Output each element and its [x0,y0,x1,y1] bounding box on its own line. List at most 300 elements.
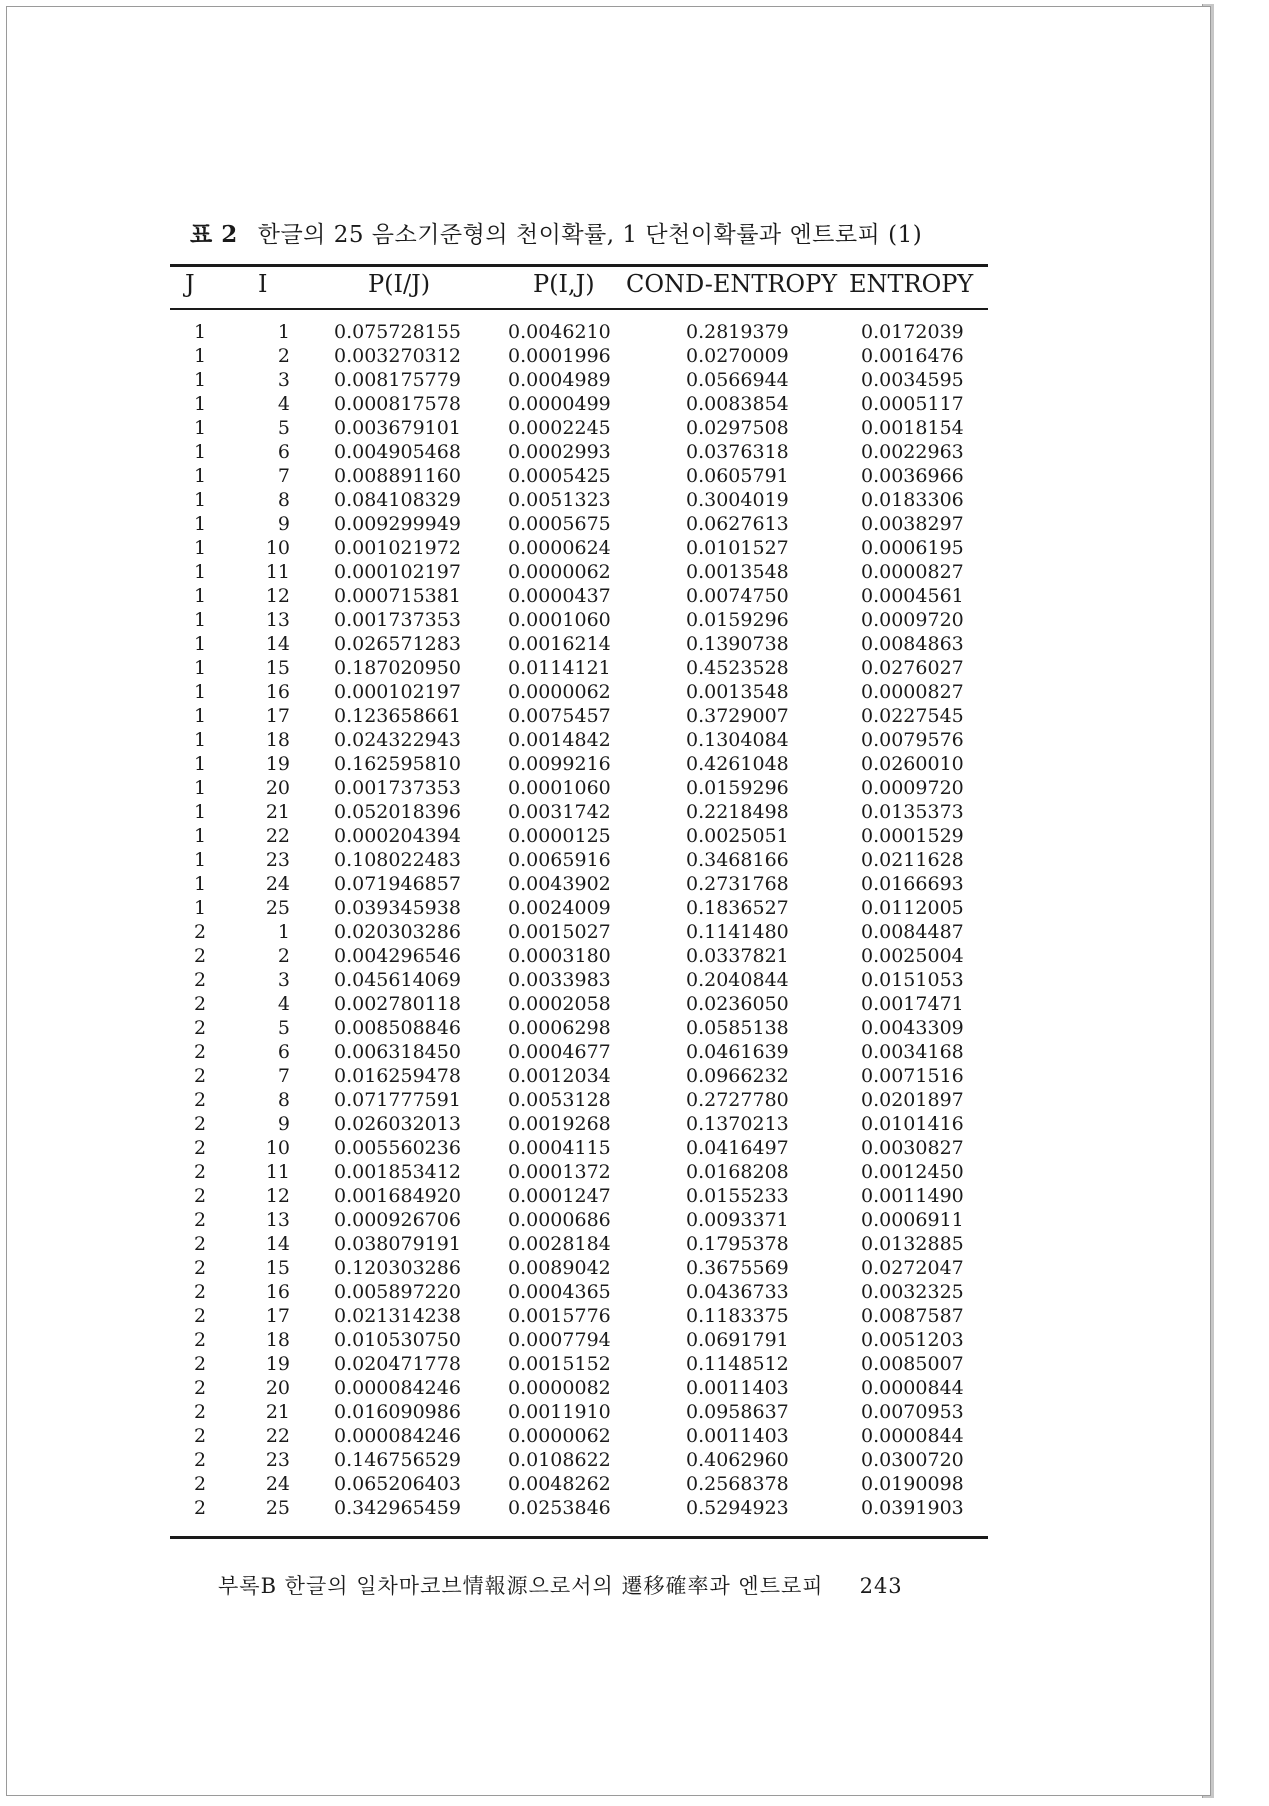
cell-entropy: 0.0085007 [861,1353,964,1375]
cell-p-joint: 0.0001996 [508,345,611,367]
cell-i: 1 [277,921,290,943]
cell-p-joint: 0.0000062 [508,1425,611,1447]
cell-p-cond: 0.001021972 [334,537,461,559]
cell-entropy: 0.0135373 [861,801,964,823]
cell-p-joint: 0.0015027 [508,921,611,943]
cell-p-cond: 0.001684920 [334,1185,461,1207]
cell-j: 1 [193,585,207,607]
cell-i: 7 [277,465,290,487]
cell-j: 2 [193,1401,207,1423]
cell-entropy: 0.0070953 [861,1401,964,1423]
cell-p-joint: 0.0253846 [508,1497,611,1519]
cell-cond-entropy: 0.0337821 [686,945,789,967]
cell-entropy: 0.0025004 [861,945,964,967]
cell-p-joint: 0.0033983 [508,969,611,991]
cell-j: 1 [193,321,207,343]
cell-p-cond: 0.010530750 [334,1329,461,1351]
cell-j: 2 [193,1257,207,1279]
cell-i: 21 [265,1401,290,1423]
cell-j: 2 [193,1065,207,1087]
header-i: I [258,270,268,298]
cell-cond-entropy: 0.1304084 [686,729,789,751]
cell-i: 8 [277,489,290,511]
cell-j: 1 [193,465,207,487]
cell-cond-entropy: 0.0159296 [686,777,789,799]
cell-entropy: 0.0038297 [861,513,964,535]
cell-p-joint: 0.0075457 [508,705,611,727]
cell-p-cond: 0.008891160 [334,465,461,487]
cell-i: 6 [277,441,290,463]
cell-p-cond: 0.024322943 [334,729,461,751]
cell-p-joint: 0.0089042 [508,1257,611,1279]
cell-i: 22 [265,1425,290,1447]
cell-i: 10 [265,537,290,559]
cell-p-joint: 0.0001247 [508,1185,611,1207]
cell-cond-entropy: 0.4523528 [686,657,789,679]
cell-j: 1 [193,441,207,463]
cell-p-cond: 0.120303286 [334,1257,461,1279]
cell-cond-entropy: 0.0436733 [686,1281,789,1303]
cell-cond-entropy: 0.0416497 [686,1137,789,1159]
cell-entropy: 0.0016476 [861,345,964,367]
cell-p-cond: 0.000084246 [334,1425,461,1447]
cell-p-cond: 0.071777591 [334,1089,461,1111]
cell-p-joint: 0.0051323 [508,489,611,511]
cell-p-cond: 0.020471778 [334,1353,461,1375]
cell-p-joint: 0.0046210 [508,321,611,343]
cell-i: 8 [277,1089,290,1111]
cell-j: 1 [193,897,207,919]
cell-j: 2 [193,945,207,967]
cell-j: 2 [193,1425,207,1447]
cell-entropy: 0.0030827 [861,1137,964,1159]
cell-i: 12 [265,1185,290,1207]
cell-cond-entropy: 0.0376318 [686,441,789,463]
cell-cond-entropy: 0.2568378 [686,1473,789,1495]
cell-i: 3 [277,369,290,391]
cell-entropy: 0.0151053 [861,969,964,991]
cell-entropy: 0.0211628 [861,849,964,871]
cell-j: 1 [193,561,207,583]
cell-p-cond: 0.045614069 [334,969,461,991]
cell-cond-entropy: 0.0966232 [686,1065,789,1087]
cell-j: 1 [193,417,207,439]
cell-j: 2 [193,1017,207,1039]
cell-cond-entropy: 0.0585138 [686,1017,789,1039]
cell-entropy: 0.0276027 [861,657,964,679]
cell-i: 18 [265,729,290,751]
cell-p-joint: 0.0024009 [508,897,611,919]
cell-i: 4 [277,993,290,1015]
cell-j: 2 [193,993,207,1015]
cell-cond-entropy: 0.1390738 [686,633,789,655]
cell-p-cond: 0.009299949 [334,513,461,535]
cell-p-cond: 0.162595810 [334,753,461,775]
cell-j: 1 [193,801,207,823]
cell-p-cond: 0.020303286 [334,921,461,943]
cell-entropy: 0.0000827 [861,561,964,583]
cell-entropy: 0.0006195 [861,537,964,559]
cell-p-cond: 0.065206403 [334,1473,461,1495]
cell-j: 2 [193,1473,207,1495]
cell-p-joint: 0.0003180 [508,945,611,967]
cell-i: 14 [265,1233,290,1255]
cell-entropy: 0.0260010 [861,753,964,775]
cell-p-cond: 0.000715381 [334,585,461,607]
cell-i: 17 [265,705,290,727]
cell-i: 7 [277,1065,290,1087]
cell-i: 23 [265,849,290,871]
cell-i: 24 [265,1473,290,1495]
cell-p-cond: 0.000102197 [334,681,461,703]
table-bottom-rule [170,1536,988,1539]
cell-p-joint: 0.0019268 [508,1113,611,1135]
cell-i: 15 [265,1257,290,1279]
cell-cond-entropy: 0.5294923 [686,1497,789,1519]
cell-p-joint: 0.0004115 [508,1137,611,1159]
cell-i: 17 [265,1305,290,1327]
header-cond-entropy: COND-ENTROPY [626,270,838,298]
cell-p-joint: 0.0007794 [508,1329,611,1351]
cell-entropy: 0.0034595 [861,369,964,391]
cell-entropy: 0.0034168 [861,1041,964,1063]
cell-cond-entropy: 0.0093371 [686,1209,789,1231]
cell-p-cond: 0.000817578 [334,393,461,415]
cell-cond-entropy: 0.4062960 [686,1449,789,1471]
cell-p-joint: 0.0004365 [508,1281,611,1303]
cell-p-joint: 0.0000125 [508,825,611,847]
cell-j: 2 [193,1041,207,1063]
cell-entropy: 0.0190098 [861,1473,964,1495]
cell-i: 18 [265,1329,290,1351]
table-title: 한글의 25 음소기준형의 천이확률, 1 단천이확률과 엔트로피 (1) [257,222,923,248]
cell-entropy: 0.0101416 [861,1113,964,1135]
cell-p-joint: 0.0000624 [508,537,611,559]
cell-cond-entropy: 0.1836527 [686,897,789,919]
cell-j: 1 [193,705,207,727]
cell-cond-entropy: 0.0074750 [686,585,789,607]
cell-p-joint: 0.0000499 [508,393,611,415]
cell-j: 2 [193,1377,207,1399]
cell-cond-entropy: 0.1183375 [686,1305,789,1327]
cell-p-joint: 0.0000062 [508,561,611,583]
cell-p-cond: 0.038079191 [334,1233,461,1255]
cell-j: 2 [193,1281,207,1303]
table-number: 표 2 [190,221,238,248]
cell-p-cond: 0.021314238 [334,1305,461,1327]
cell-cond-entropy: 0.2040844 [686,969,789,991]
cell-entropy: 0.0000844 [861,1377,964,1399]
cell-entropy: 0.0018154 [861,417,964,439]
cell-i: 19 [265,1353,290,1375]
cell-p-joint: 0.0000082 [508,1377,611,1399]
cell-p-cond: 0.001853412 [334,1161,461,1183]
cell-cond-entropy: 0.0159296 [686,609,789,631]
cell-j: 1 [193,825,207,847]
cell-cond-entropy: 0.4261048 [686,753,789,775]
cell-p-cond: 0.084108329 [334,489,461,511]
cell-j: 2 [193,1329,207,1351]
cell-entropy: 0.0071516 [861,1065,964,1087]
header-entropy: ENTROPY [849,270,974,298]
cell-i: 19 [265,753,290,775]
cell-p-joint: 0.0006298 [508,1017,611,1039]
cell-p-joint: 0.0114121 [508,657,611,679]
cell-p-joint: 0.0014842 [508,729,611,751]
cell-entropy: 0.0032325 [861,1281,964,1303]
cell-i: 13 [265,609,290,631]
cell-j: 1 [193,657,207,679]
cell-entropy: 0.0112005 [861,897,964,919]
cell-j: 2 [193,1449,207,1471]
cell-cond-entropy: 0.2731768 [686,873,789,895]
cell-p-cond: 0.005897220 [334,1281,461,1303]
cell-entropy: 0.0005117 [861,393,964,415]
cell-entropy: 0.0022963 [861,441,964,463]
cell-p-cond: 0.002780118 [334,993,461,1015]
cell-entropy: 0.0006911 [861,1209,964,1231]
cell-j: 2 [193,969,207,991]
cell-i: 22 [265,825,290,847]
cell-p-cond: 0.004905468 [334,441,461,463]
cell-i: 24 [265,873,290,895]
cell-i: 25 [265,897,290,919]
cell-p-cond: 0.016259478 [334,1065,461,1087]
cell-p-joint: 0.0002993 [508,441,611,463]
cell-entropy: 0.0084487 [861,921,964,943]
cell-entropy: 0.0000844 [861,1425,964,1447]
cell-cond-entropy: 0.0236050 [686,993,789,1015]
cell-cond-entropy: 0.0605791 [686,465,789,487]
cell-entropy: 0.0012450 [861,1161,964,1183]
header-p-cond: P(I/J) [368,270,431,298]
cell-entropy: 0.0272047 [861,1257,964,1279]
cell-p-joint: 0.0001372 [508,1161,611,1183]
cell-cond-entropy: 0.2218498 [686,801,789,823]
cell-i: 20 [265,1377,290,1399]
cell-cond-entropy: 0.3729007 [686,705,789,727]
cell-j: 1 [193,369,207,391]
cell-p-cond: 0.006318450 [334,1041,461,1063]
cell-j: 2 [193,1497,207,1519]
cell-entropy: 0.0201897 [861,1089,964,1111]
cell-cond-entropy: 0.0566944 [686,369,789,391]
cell-p-joint: 0.0031742 [508,801,611,823]
cell-j: 2 [193,921,207,943]
cell-entropy: 0.0043309 [861,1017,964,1039]
cell-p-cond: 0.187020950 [334,657,461,679]
cell-cond-entropy: 0.3468166 [686,849,789,871]
cell-cond-entropy: 0.1795378 [686,1233,789,1255]
cell-i: 23 [265,1449,290,1471]
cell-entropy: 0.0172039 [861,321,964,343]
cell-p-joint: 0.0108622 [508,1449,611,1471]
cell-p-cond: 0.008508846 [334,1017,461,1039]
cell-entropy: 0.0017471 [861,993,964,1015]
cell-cond-entropy: 0.3004019 [686,489,789,511]
cell-j: 1 [193,537,207,559]
cell-j: 1 [193,729,207,751]
cell-i: 9 [277,513,290,535]
cell-p-cond: 0.016090986 [334,1401,461,1423]
cell-entropy: 0.0009720 [861,609,964,631]
cell-i: 14 [265,633,290,655]
cell-cond-entropy: 0.0627613 [686,513,789,535]
cell-entropy: 0.0009720 [861,777,964,799]
cell-j: 1 [193,777,207,799]
table-top-rule [170,264,988,267]
cell-i: 4 [277,393,290,415]
cell-cond-entropy: 0.0101527 [686,537,789,559]
cell-p-cond: 0.000926706 [334,1209,461,1231]
page-footer [218,1570,903,1600]
cell-p-joint: 0.0011910 [508,1401,611,1423]
header-j: J [185,270,195,298]
cell-p-cond: 0.075728155 [334,321,461,343]
cell-j: 2 [193,1185,207,1207]
cell-p-joint: 0.0000062 [508,681,611,703]
cell-p-cond: 0.000102197 [334,561,461,583]
cell-j: 2 [193,1233,207,1255]
cell-cond-entropy: 0.0013548 [686,681,789,703]
cell-entropy: 0.0036966 [861,465,964,487]
cell-p-joint: 0.0000437 [508,585,611,607]
cell-p-joint: 0.0015152 [508,1353,611,1375]
cell-entropy: 0.0132885 [861,1233,964,1255]
cell-p-cond: 0.123658661 [334,705,461,727]
cell-p-joint: 0.0015776 [508,1305,611,1327]
cell-entropy: 0.0183306 [861,489,964,511]
table-header-rule [170,308,988,310]
cell-p-joint: 0.0065916 [508,849,611,871]
cell-p-joint: 0.0005675 [508,513,611,535]
cell-j: 2 [193,1113,207,1135]
cell-j: 1 [193,609,207,631]
cell-entropy: 0.0166693 [861,873,964,895]
cell-p-cond: 0.071946857 [334,873,461,895]
cell-j: 1 [193,393,207,415]
cell-j: 1 [193,513,207,535]
table-caption [190,216,922,249]
cell-i: 21 [265,801,290,823]
cell-i: 5 [277,417,290,439]
cell-cond-entropy: 0.3675569 [686,1257,789,1279]
cell-i: 15 [265,657,290,679]
header-p-joint: P(I,J) [533,270,595,298]
cell-j: 1 [193,681,207,703]
cell-j: 2 [193,1305,207,1327]
cell-entropy: 0.0227545 [861,705,964,727]
cell-p-joint: 0.0012034 [508,1065,611,1087]
cell-p-cond: 0.146756529 [334,1449,461,1471]
cell-cond-entropy: 0.0168208 [686,1161,789,1183]
cell-i: 13 [265,1209,290,1231]
cell-i: 1 [277,321,290,343]
cell-j: 2 [193,1353,207,1375]
cell-p-joint: 0.0004989 [508,369,611,391]
cell-cond-entropy: 0.2819379 [686,321,789,343]
cell-i: 10 [265,1137,290,1159]
cell-j: 2 [193,1161,207,1183]
cell-cond-entropy: 0.0155233 [686,1185,789,1207]
cell-i: 25 [265,1497,290,1519]
cell-entropy: 0.0084863 [861,633,964,655]
cell-p-joint: 0.0099216 [508,753,611,775]
cell-cond-entropy: 0.0270009 [686,345,789,367]
cell-i: 6 [277,1041,290,1063]
cell-p-cond: 0.008175779 [334,369,461,391]
cell-p-joint: 0.0002058 [508,993,611,1015]
cell-p-cond: 0.039345938 [334,897,461,919]
cell-j: 1 [193,633,207,655]
cell-i: 16 [265,1281,290,1303]
cell-j: 1 [193,849,207,871]
cell-j: 2 [193,1137,207,1159]
cell-p-cond: 0.026032013 [334,1113,461,1135]
cell-p-cond: 0.000204394 [334,825,461,847]
cell-p-cond: 0.000084246 [334,1377,461,1399]
cell-p-cond: 0.052018396 [334,801,461,823]
page-number: 243 [859,1574,903,1598]
cell-entropy: 0.0004561 [861,585,964,607]
cell-j: 1 [193,345,207,367]
cell-p-joint: 0.0016214 [508,633,611,655]
cell-j: 2 [193,1209,207,1231]
cell-p-cond: 0.003679101 [334,417,461,439]
cell-j: 1 [193,489,207,511]
cell-entropy: 0.0391903 [861,1497,964,1519]
cell-cond-entropy: 0.0083854 [686,393,789,415]
cell-i: 2 [277,345,290,367]
cell-cond-entropy: 0.0297508 [686,417,789,439]
cell-p-cond: 0.004296546 [334,945,461,967]
cell-p-joint: 0.0053128 [508,1089,611,1111]
cell-entropy: 0.0079576 [861,729,964,751]
cell-p-joint: 0.0001060 [508,609,611,631]
cell-entropy: 0.0011490 [861,1185,964,1207]
cell-i: 11 [265,1161,290,1183]
cell-i: 9 [277,1113,290,1135]
cell-p-cond: 0.005560236 [334,1137,461,1159]
cell-entropy: 0.0051203 [861,1329,964,1351]
cell-p-joint: 0.0001060 [508,777,611,799]
cell-entropy: 0.0300720 [861,1449,964,1471]
cell-i: 2 [277,945,290,967]
cell-p-joint: 0.0043902 [508,873,611,895]
cell-cond-entropy: 0.0461639 [686,1041,789,1063]
cell-i: 16 [265,681,290,703]
cell-i: 3 [277,969,290,991]
cell-cond-entropy: 0.0011403 [686,1377,789,1399]
cell-p-joint: 0.0002245 [508,417,611,439]
cell-i: 5 [277,1017,290,1039]
cell-j: 2 [193,1089,207,1111]
cell-i: 20 [265,777,290,799]
cell-entropy: 0.0000827 [861,681,964,703]
footer-running-title: 부록B 한글의 일차마코브情報源으로서의 遷移確率과 엔트로피 [218,1574,824,1598]
cell-cond-entropy: 0.0025051 [686,825,789,847]
cell-p-cond: 0.001737353 [334,777,461,799]
cell-cond-entropy: 0.1141480 [686,921,789,943]
cell-p-joint: 0.0048262 [508,1473,611,1495]
cell-entropy: 0.0001529 [861,825,964,847]
cell-p-cond: 0.026571283 [334,633,461,655]
cell-p-cond: 0.001737353 [334,609,461,631]
cell-j: 1 [193,753,207,775]
cell-cond-entropy: 0.0011403 [686,1425,789,1447]
cell-cond-entropy: 0.1370213 [686,1113,789,1135]
cell-p-joint: 0.0005425 [508,465,611,487]
